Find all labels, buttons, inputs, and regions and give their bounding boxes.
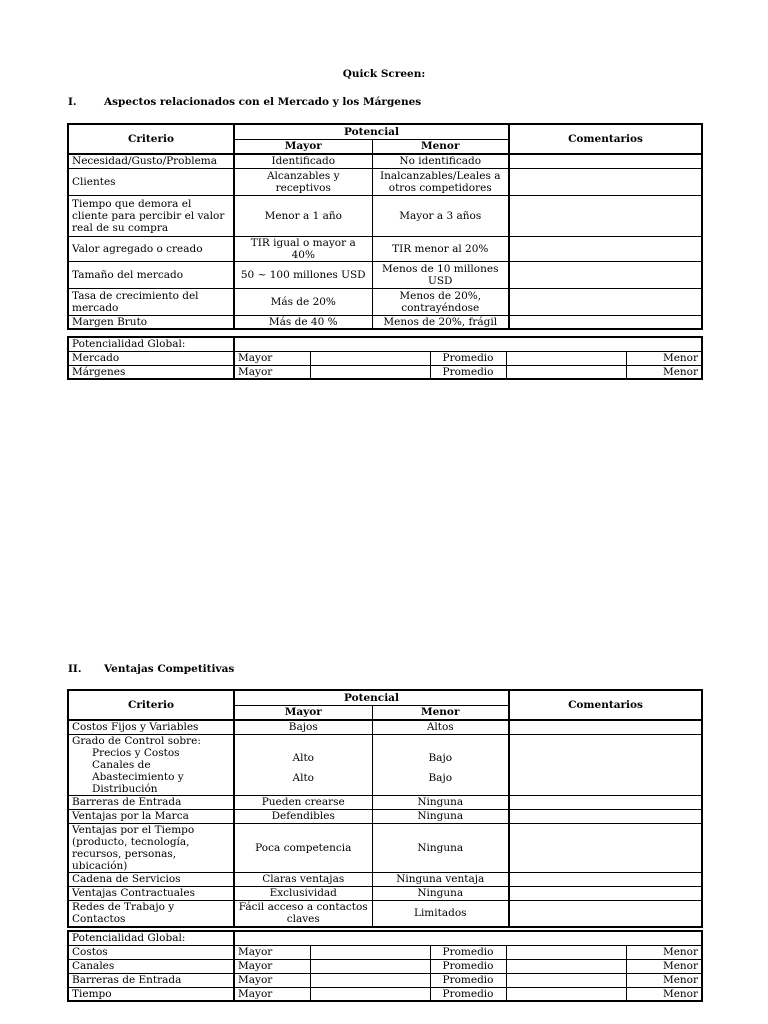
- table-row: [68, 987, 702, 1001]
- document-title: Quick Screen:: [342, 68, 426, 80]
- criterio-heading: Grado de Control sobre:: [72, 734, 201, 747]
- mayor-cell: Poca competencia: [234, 823, 372, 872]
- mayor-cell: TIR igual o mayor a 40%: [234, 236, 372, 261]
- rating-gap[interactable]: [506, 987, 626, 1001]
- criterio-cell: Margen Bruto: [68, 315, 234, 329]
- mayor-cell: [234, 734, 372, 795]
- menor-cell: Ninguna: [372, 886, 509, 900]
- comentarios-cell[interactable]: [509, 734, 702, 795]
- criterio-cell: Redes de Trabajo y Contactos: [68, 900, 234, 927]
- comentarios-cell[interactable]: [509, 872, 702, 886]
- rating-mayor[interactable]: Mayor: [234, 365, 310, 379]
- mayor-cell: Más de 40 %: [234, 315, 372, 329]
- comentarios-cell[interactable]: [509, 168, 702, 195]
- rating-promedio[interactable]: Promedio: [430, 959, 506, 973]
- menor-value: Bajo: [428, 751, 453, 764]
- criterio-sub-item: Precios y Costos: [92, 746, 180, 759]
- criterio-cell: Ventajas por la Marca: [68, 809, 234, 823]
- comentarios-cell[interactable]: [509, 823, 702, 872]
- criterio-cell: Costos Fijos y Variables: [68, 720, 234, 734]
- global-row-name: Costos: [68, 945, 234, 959]
- comentarios-cell[interactable]: [509, 261, 702, 288]
- mayor-cell: Pueden crearse: [234, 795, 372, 809]
- menor-cell: [372, 734, 509, 795]
- comentarios-cell[interactable]: [509, 720, 702, 734]
- rating-mayor[interactable]: Mayor: [234, 351, 310, 365]
- global-row-name: Barreras de Entrada: [68, 973, 234, 987]
- header-criterio: Criterio: [68, 690, 234, 720]
- section-2-title: Ventajas Competitivas: [104, 663, 235, 675]
- rating-mayor[interactable]: Mayor: [234, 945, 310, 959]
- rating-gap[interactable]: [310, 987, 430, 1001]
- rating-menor[interactable]: Menor: [626, 973, 702, 987]
- rating-gap[interactable]: [506, 351, 626, 365]
- global-row-name: Canales: [68, 959, 234, 973]
- table-row: [68, 809, 702, 823]
- mayor-value: Alto: [292, 751, 314, 764]
- header-comentarios: Comentarios: [509, 690, 702, 720]
- mayor-cell: Identificado: [234, 154, 372, 168]
- menor-cell: Altos: [372, 720, 509, 734]
- rating-gap[interactable]: [310, 351, 430, 365]
- table-row: [68, 886, 702, 900]
- mayor-cell: 50 ~ 100 millones USD: [234, 261, 372, 288]
- rating-mayor[interactable]: Mayor: [234, 987, 310, 1001]
- rating-gap[interactable]: [310, 959, 430, 973]
- menor-cell: Menos de 20%, contrayéndose: [372, 288, 509, 315]
- criterio-cell: Tamaño del mercado: [68, 261, 234, 288]
- comentarios-cell[interactable]: [509, 154, 702, 168]
- table-row: [68, 959, 702, 973]
- menor-cell: TIR menor al 20%: [372, 236, 509, 261]
- criterio-sub-item: Canales de Abastecimiento y Distribución: [92, 758, 184, 795]
- comentarios-cell[interactable]: [509, 195, 702, 236]
- mayor-cell: Más de 20%: [234, 288, 372, 315]
- table-row: [68, 168, 702, 195]
- rating-promedio[interactable]: Promedio: [430, 351, 506, 365]
- rating-menor[interactable]: Menor: [626, 365, 702, 379]
- section-2-number: II.: [68, 663, 82, 675]
- header-comentarios: Comentarios: [509, 124, 702, 154]
- criterio-cell: Barreras de Entrada: [68, 795, 234, 809]
- mayor-cell: Menor a 1 año: [234, 195, 372, 236]
- menor-cell: Ninguna ventaja: [372, 872, 509, 886]
- rating-menor[interactable]: Menor: [626, 945, 702, 959]
- mayor-cell: Alcanzables y receptivos: [234, 168, 372, 195]
- rating-gap[interactable]: [310, 973, 430, 987]
- global-row-name: Márgenes: [68, 365, 234, 379]
- criterio-cell: Tasa de crecimiento del mercado: [68, 288, 234, 315]
- header-menor: Menor: [372, 705, 509, 720]
- rating-gap[interactable]: [310, 945, 430, 959]
- global-label: Potencialidad Global:: [68, 337, 234, 351]
- criterio-cell: [68, 734, 234, 795]
- menor-cell: Menos de 20%, frágil: [372, 315, 509, 329]
- menor-cell: Ninguna: [372, 795, 509, 809]
- rating-promedio[interactable]: Promedio: [430, 365, 506, 379]
- section-2-global-table: [67, 930, 703, 1002]
- mayor-value: Alto: [292, 771, 314, 784]
- section-1-number: I.: [68, 96, 77, 108]
- rating-menor[interactable]: Menor: [626, 959, 702, 973]
- table-row: [68, 261, 702, 288]
- table-row: [68, 154, 702, 168]
- global-blank: [234, 337, 702, 351]
- comentarios-cell[interactable]: [509, 809, 702, 823]
- header-potencial: Potencial: [234, 690, 509, 705]
- table-row: [68, 823, 702, 872]
- rating-menor[interactable]: Menor: [626, 351, 702, 365]
- rating-gap[interactable]: [310, 365, 430, 379]
- table-row: [68, 973, 702, 987]
- rating-promedio[interactable]: Promedio: [430, 945, 506, 959]
- criterio-cell: Cadena de Servicios: [68, 872, 234, 886]
- global-row-name: Mercado: [68, 351, 234, 365]
- rating-gap[interactable]: [506, 973, 626, 987]
- rating-gap[interactable]: [506, 945, 626, 959]
- rating-mayor[interactable]: Mayor: [234, 973, 310, 987]
- rating-gap[interactable]: [506, 365, 626, 379]
- comentarios-cell[interactable]: [509, 886, 702, 900]
- global-blank: [234, 931, 702, 945]
- section-1-criteria-table: [67, 123, 703, 330]
- header-criterio: Criterio: [68, 124, 234, 154]
- menor-cell: No identificado: [372, 154, 509, 168]
- criterio-cell: Ventajas por el Tiempo (producto, tecnología, recursos, personas, ubicación): [68, 823, 234, 872]
- global-row-name: Tiempo: [68, 987, 234, 1001]
- mayor-cell: Claras ventajas: [234, 872, 372, 886]
- mayor-cell: Fácil acceso a contactos claves: [234, 900, 372, 927]
- section-2-criteria-table: [67, 689, 703, 928]
- table-row: [68, 351, 702, 365]
- criterio-cell: Clientes: [68, 168, 234, 195]
- menor-cell: Ninguna: [372, 823, 509, 872]
- criterio-cell: Valor agregado o creado: [68, 236, 234, 261]
- table-row: [68, 795, 702, 809]
- menor-value: Bajo: [428, 771, 453, 784]
- table-row: [68, 734, 702, 795]
- criterio-cell: Tiempo que demora el cliente para percibir el valor real de su compra: [68, 195, 234, 236]
- table-row: [68, 720, 702, 734]
- header-mayor: Mayor: [234, 705, 372, 720]
- mayor-cell: Bajos: [234, 720, 372, 734]
- criterio-cell: Ventajas Contractuales: [68, 886, 234, 900]
- rating-mayor[interactable]: Mayor: [234, 959, 310, 973]
- global-label: Potencialidad Global:: [68, 931, 234, 945]
- comentarios-cell[interactable]: [509, 288, 702, 315]
- header-potencial: Potencial: [234, 124, 509, 139]
- table-row: [68, 872, 702, 886]
- comentarios-cell[interactable]: [509, 236, 702, 261]
- rating-menor[interactable]: Menor: [626, 987, 702, 1001]
- comentarios-cell[interactable]: [509, 315, 702, 329]
- header-menor: Menor: [372, 139, 509, 154]
- criterio-cell: Necesidad/Gusto/Problema: [68, 154, 234, 168]
- rating-gap[interactable]: [506, 959, 626, 973]
- mayor-cell: Defendibles: [234, 809, 372, 823]
- section-1-title: Aspectos relacionados con el Mercado y los Márgenes: [104, 96, 422, 108]
- table-row: [68, 195, 702, 236]
- menor-cell: Mayor a 3 años: [372, 195, 509, 236]
- header-mayor: Mayor: [234, 139, 372, 154]
- table-row: [68, 900, 702, 927]
- menor-cell: Limitados: [372, 900, 509, 927]
- table-row: [68, 315, 702, 329]
- table-row: [68, 236, 702, 261]
- table-row: [68, 288, 702, 315]
- menor-cell: Menos de 10 millones USD: [372, 261, 509, 288]
- table-row: [68, 945, 702, 959]
- section-1-global-table: [67, 336, 703, 380]
- rating-promedio[interactable]: Promedio: [430, 973, 506, 987]
- comentarios-cell[interactable]: [509, 900, 702, 927]
- rating-promedio[interactable]: Promedio: [430, 987, 506, 1001]
- mayor-cell: Exclusividad: [234, 886, 372, 900]
- menor-cell: Inalcanzables/Leales a otros competidores: [372, 168, 509, 195]
- comentarios-cell[interactable]: [509, 795, 702, 809]
- table-row: [68, 365, 702, 379]
- menor-cell: Ninguna: [372, 809, 509, 823]
